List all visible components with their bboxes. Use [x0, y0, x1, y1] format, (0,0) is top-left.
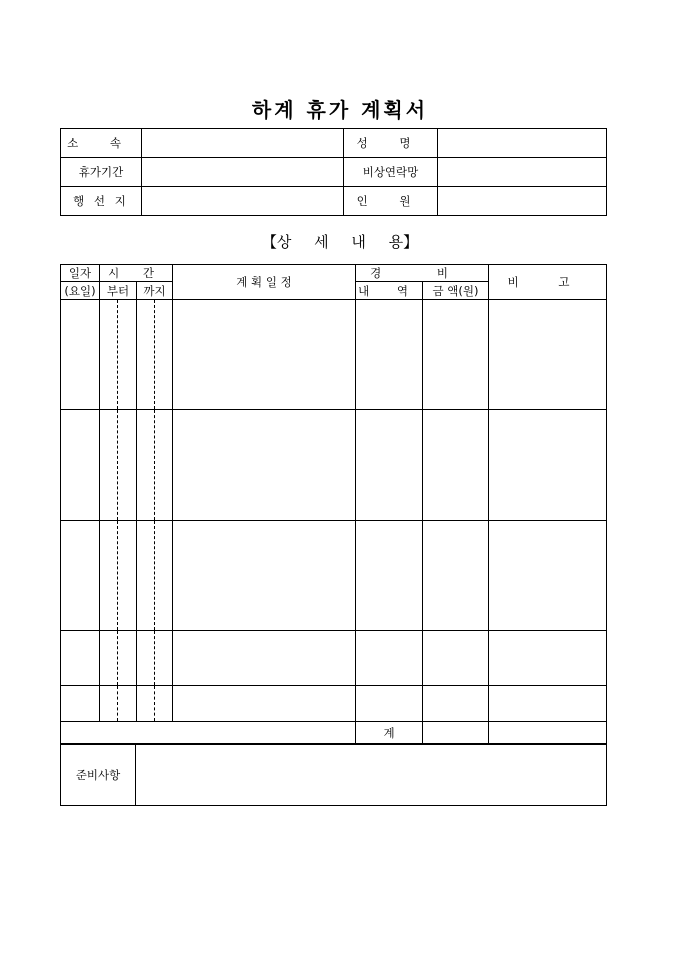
- plan-cell[interactable]: [173, 686, 356, 722]
- dashed-divider: [154, 686, 155, 721]
- item-cell[interactable]: [356, 521, 423, 631]
- detail-row: [61, 300, 607, 410]
- item-cell[interactable]: [356, 410, 423, 521]
- detail-row: [61, 521, 607, 631]
- dashed-divider: [117, 300, 118, 409]
- document-title: 하계 휴가 계획서: [251, 98, 429, 122]
- dashed-divider: [117, 631, 118, 685]
- info-row: [61, 187, 607, 216]
- amount-cell[interactable]: [423, 686, 489, 722]
- time-header: [100, 265, 173, 282]
- name-field[interactable]: [438, 129, 607, 158]
- info-row: [61, 158, 607, 187]
- expense-header-text: 경 비: [370, 266, 474, 280]
- remarks-cell[interactable]: [489, 631, 607, 686]
- detail-table: [60, 264, 607, 744]
- total-row: [61, 722, 607, 744]
- name-label-text: 성 명: [356, 136, 425, 150]
- item-header-text: 내 역: [358, 283, 420, 298]
- to-cell[interactable]: [137, 521, 173, 631]
- info-table: [60, 128, 607, 216]
- amount-header: 금 액(원): [423, 282, 489, 300]
- from-cell[interactable]: [100, 300, 137, 410]
- plan-cell[interactable]: [173, 631, 356, 686]
- to-cell[interactable]: [137, 410, 173, 521]
- date-cell[interactable]: [61, 631, 100, 686]
- item-cell[interactable]: [356, 300, 423, 410]
- remarks-cell[interactable]: [489, 521, 607, 631]
- from-header: 부터: [100, 282, 137, 300]
- affiliation-label: [61, 129, 142, 158]
- time-header-text: 시 간: [108, 266, 164, 280]
- total-spacer: [61, 722, 356, 744]
- detail-row: [61, 410, 607, 521]
- members-label-text: 인 원: [356, 194, 425, 208]
- from-cell[interactable]: [100, 410, 137, 521]
- date-header: 일자: [61, 265, 100, 282]
- members-label: [344, 187, 438, 216]
- to-cell[interactable]: [137, 686, 173, 722]
- detail-header-row: [61, 265, 607, 282]
- destination-label: [61, 187, 142, 216]
- remarks-cell[interactable]: [489, 410, 607, 521]
- plan-cell[interactable]: [173, 300, 356, 410]
- affiliation-field[interactable]: [142, 129, 344, 158]
- members-field[interactable]: [438, 187, 607, 216]
- to-header: 까지: [137, 282, 173, 300]
- to-cell[interactable]: [137, 300, 173, 410]
- total-amount-cell[interactable]: [423, 722, 489, 744]
- item-cell[interactable]: [356, 686, 423, 722]
- dashed-divider: [154, 300, 155, 409]
- remarks-cell[interactable]: [489, 300, 607, 410]
- detail-row: [61, 686, 607, 722]
- item-cell[interactable]: [356, 631, 423, 686]
- remarks-header: [489, 265, 607, 300]
- dashed-divider: [154, 410, 155, 520]
- from-cell[interactable]: [100, 631, 137, 686]
- prep-label: 준비사항: [61, 745, 136, 806]
- prep-field[interactable]: [136, 745, 607, 806]
- prep-table: [60, 744, 607, 806]
- total-label: 계: [356, 722, 423, 744]
- amount-cell[interactable]: [423, 300, 489, 410]
- dashed-divider: [154, 631, 155, 685]
- expense-header: [356, 265, 489, 282]
- destination-field[interactable]: [142, 187, 344, 216]
- period-label: 휴가기간: [61, 158, 142, 187]
- amount-cell[interactable]: [423, 410, 489, 521]
- to-cell[interactable]: [137, 631, 173, 686]
- date-cell[interactable]: [61, 300, 100, 410]
- dashed-divider: [154, 521, 155, 630]
- prep-row: [61, 745, 607, 806]
- plan-cell[interactable]: [173, 521, 356, 631]
- dashed-divider: [117, 686, 118, 721]
- plan-header: 계 획 일 정: [173, 265, 356, 300]
- info-row: [61, 129, 607, 158]
- amount-cell[interactable]: [423, 631, 489, 686]
- emergency-label: 비상연락망: [344, 158, 438, 187]
- from-cell[interactable]: [100, 521, 137, 631]
- affiliation-label-text: 소 속: [67, 136, 135, 150]
- dashed-divider: [117, 410, 118, 520]
- date-cell[interactable]: [61, 521, 100, 631]
- destination-label-text: 행 선 지: [73, 194, 129, 208]
- remarks-cell[interactable]: [489, 686, 607, 722]
- section-title: 【상 세 내 용】: [261, 233, 419, 251]
- date-cell[interactable]: [61, 686, 100, 722]
- amount-cell[interactable]: [423, 521, 489, 631]
- emergency-field[interactable]: [438, 158, 607, 187]
- plan-cell[interactable]: [173, 410, 356, 521]
- weekday-header: (요일): [61, 282, 100, 300]
- remarks-header-text: 비 고: [507, 275, 588, 289]
- total-remarks-cell[interactable]: [489, 722, 607, 744]
- name-label: [344, 129, 438, 158]
- period-field[interactable]: [142, 158, 344, 187]
- date-cell[interactable]: [61, 410, 100, 521]
- dashed-divider: [117, 521, 118, 630]
- detail-row: [61, 631, 607, 686]
- from-cell[interactable]: [100, 686, 137, 722]
- item-header: [356, 282, 423, 300]
